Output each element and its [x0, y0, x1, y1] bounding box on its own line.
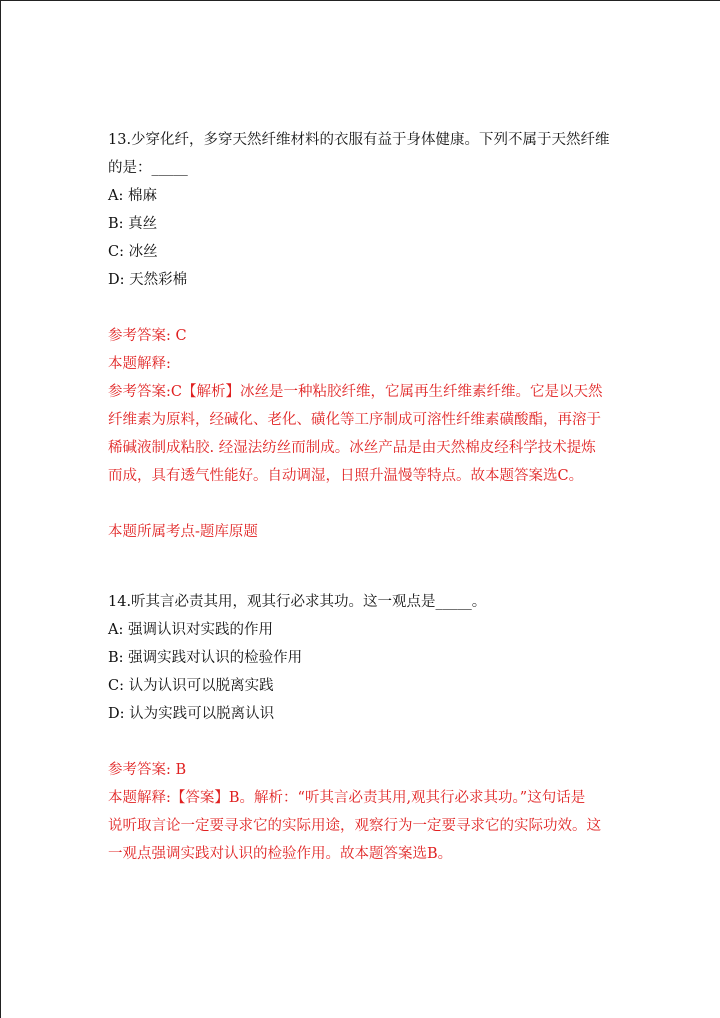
option-c: C: 认为认识可以脱离实践	[108, 678, 274, 694]
option-b: B: 真丝	[108, 216, 158, 232]
explanation-line: 稀碱液制成粘胶. 经湿法纺丝而制成。冰丝产品是由天然棉皮经科学技术提炼	[108, 440, 596, 456]
explanation-line: 纤维素为原料，经碱化、老化、磺化等工序制成可溶性纤维素磺酸酯，再溶于	[108, 412, 601, 428]
question-stem-line: 13.少穿化纤，多穿天然纤维材料的衣服有益于身体健康。下列不属于天然纤维	[108, 132, 610, 148]
option-c: C: 冰丝	[108, 244, 158, 260]
document-page	[108, 126, 608, 868]
question-14	[108, 588, 608, 868]
page-border-left	[0, 0, 1, 1018]
option-b: B: 强调实践对认识的检验作用	[108, 650, 303, 666]
question-13	[108, 126, 608, 546]
explanation-line: 而成，具有透气性能好。自动调湿，日照升温慢等特点。故本题答案选C。	[108, 468, 584, 484]
explanation-line: 本题解释:【答案】B。解析：“听其言必责其用,观其行必求其功。”这句话是	[108, 790, 586, 806]
option-a: A: 强调认识对实践的作用	[108, 622, 273, 638]
explanation-line: 参考答案:C【解析】冰丝是一种粘胶纤维，它属再生纤维素纤维。它是以天然	[108, 384, 603, 400]
explanation-line: 说听取言论一定要寻求它的实际用途，观察行为一定要寻求它的实际功效。这	[108, 818, 601, 834]
option-d: D: 天然彩棉	[108, 272, 188, 288]
explanation-title: 本题解释:	[108, 356, 171, 372]
question-stem-line: 14.听其言必责其用，观其行必求其功。这一观点是_____。	[108, 594, 487, 610]
option-d: D: 认为实践可以脱离认识	[108, 706, 275, 722]
question-stem-line: 的是：_____	[108, 160, 188, 176]
answer-line: 参考答案: C	[108, 328, 187, 344]
page-border-top	[0, 0, 720, 1]
exam-point: 本题所属考点-题库原题	[108, 524, 258, 540]
option-a: A: 棉麻	[108, 188, 157, 204]
answer-line: 参考答案: B	[108, 762, 187, 778]
explanation-line: 一观点强调实践对认识的检验作用。故本题答案选B。	[108, 846, 453, 862]
